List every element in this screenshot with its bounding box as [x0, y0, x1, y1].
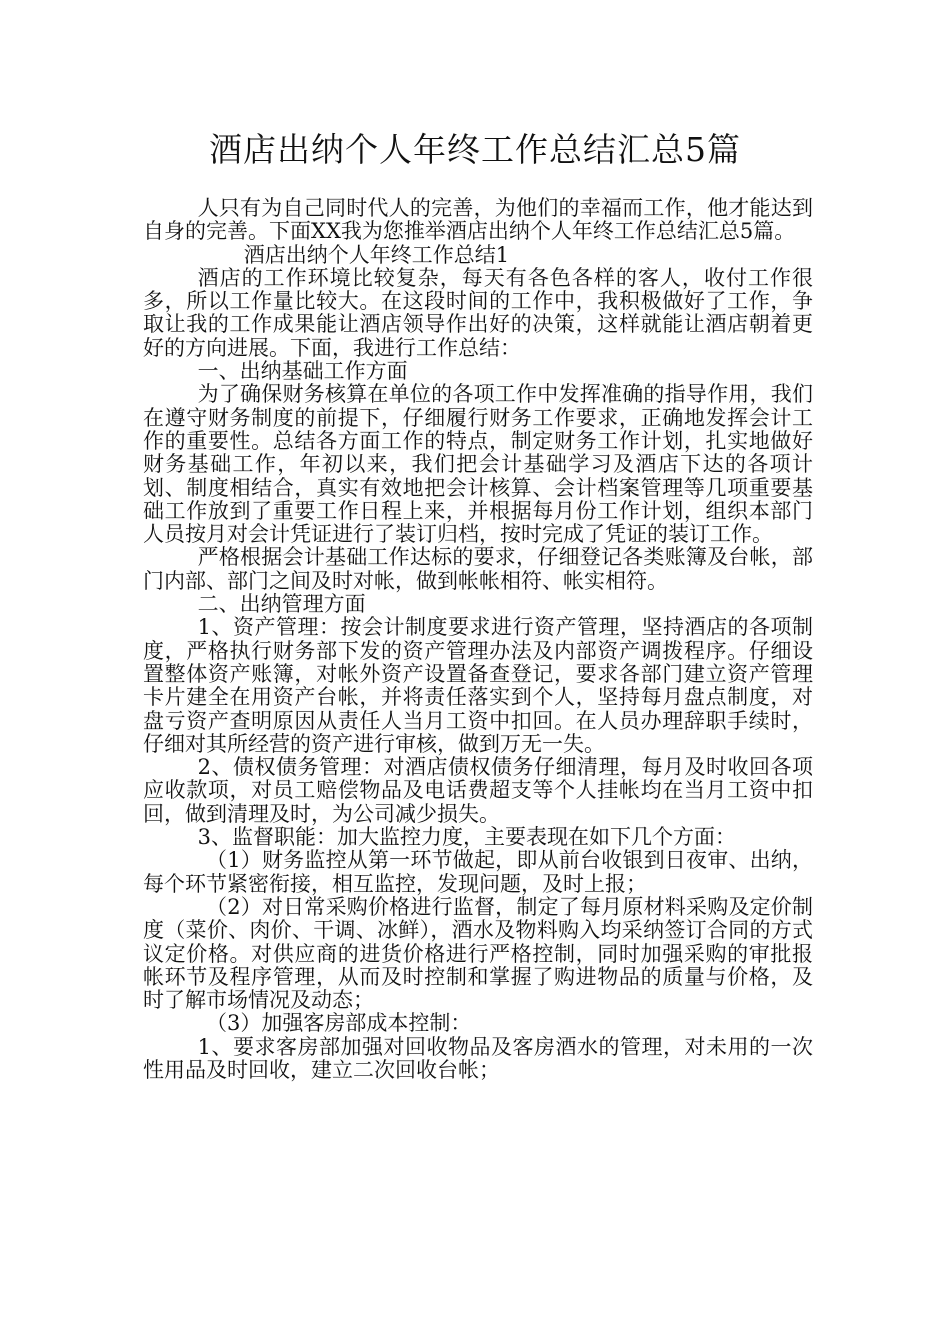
body-paragraph: （1）财务监控从第一环节做起，即从前台收银到日夜审、出纳，每个环节紧密衔接，相互监控，发现问题，及时上报； — [143, 848, 813, 896]
body-paragraph: 1、资产管理：按会计制度要求进行资产管理，坚持酒店的各项制度，严格执行财务部下发的资产管理办法及内部资产调拨程序。仔细设置整体资产账簿，对帐外资产设置备查登记，要求各部门建立资产管理卡片建全在用资产台帐，并将责任落实到个人，坚持每月盘点制度，对盘亏资产查明原因从责任人当月工资中扣回。在人员办理辞职手续时，仔细对其所经营的资产进行审核，做到万无一失。 — [143, 615, 813, 756]
sub-heading: （3）加强客房部成本控制： — [206, 1011, 472, 1036]
body-paragraph: 3、监督职能：加大监控力度，主要表现在如下几个方面： — [197, 825, 736, 850]
body-paragraph: 严格根据会计基础工作达标的要求，仔细登记各类账簿及台帐，部门内部、部门之间及时对帐，做到帐帐相符、帐实相符。 — [143, 545, 813, 593]
body-paragraph: 2、债权债务管理：对酒店债权债务仔细清理，每月及时收回各项应收款项，对员工赔偿物品及电话费超支等个人挂帐均在当月工资中扣回，做到清理及时，为公司减少损失。 — [143, 755, 813, 826]
section-heading: 一、出纳基础工作方面 — [197, 359, 408, 384]
document-title: 酒店出纳个人年终工作总结汇总5篇 — [209, 130, 741, 169]
body-paragraph: （2）对日常采购价格进行监督，制定了每月原材料采购及定价制度（菜价、肉价、干调、冰鲜），酒水及物料购入均采纳签订合同的方式议定价格。对供应商的进货价格进行严格控制，同时加强采购的审批报帐环节及程序管理，从而及时控制和掌握了购进物品的质量与价格，及时了解市场情况及动态； — [143, 894, 813, 1013]
section-subtitle: 酒店出纳个人年终工作总结1 — [243, 242, 510, 267]
body-paragraph: 为了确保财务核算在单位的各项工作中发挥准确的指导作用，我们在遵守财务制度的前提下，仔细履行财务工作要求，正确地发挥会计工作的重要性。总结各方面工作的特点，制定财务工作计划，扎实地做好财务基础工作，年初以来，我们把会计基础学习及酒店下达的各项计划、制度相结合，真实有效地把会计核算、会计档案管理等几项重要基础工作放到了重要工作日程上来，并根据每月份工作计划，组织本部门人员按月对会计凭证进行了装订归档，按时完成了凭证的装订工作。 — [143, 382, 813, 547]
document-body — [143, 197, 813, 1082]
body-paragraph: 1、要求客房部加强对回收物品及客房酒水的管理，对未用的一次性用品及时回收，建立二次回收台帐； — [143, 1034, 813, 1082]
intro-paragraph: 人只有为自己同时代人的完善，为他们的幸福而工作，他才能达到自身的完善。下面XX我为您推举酒店出纳个人年终工作总结汇总5篇。 — [143, 196, 813, 244]
section-heading: 二、出纳管理方面 — [197, 592, 366, 617]
body-paragraph: 酒店的工作环境比较复杂，每天有各色各样的客人，收付工作很多，所以工作量比较大。在这段时间的工作中，我积极做好了工作，争取让我的工作成果能让酒店领导作出好的决策，这样就能让酒店朝着更好的方向进展。下面，我进行工作总结： — [143, 265, 813, 360]
